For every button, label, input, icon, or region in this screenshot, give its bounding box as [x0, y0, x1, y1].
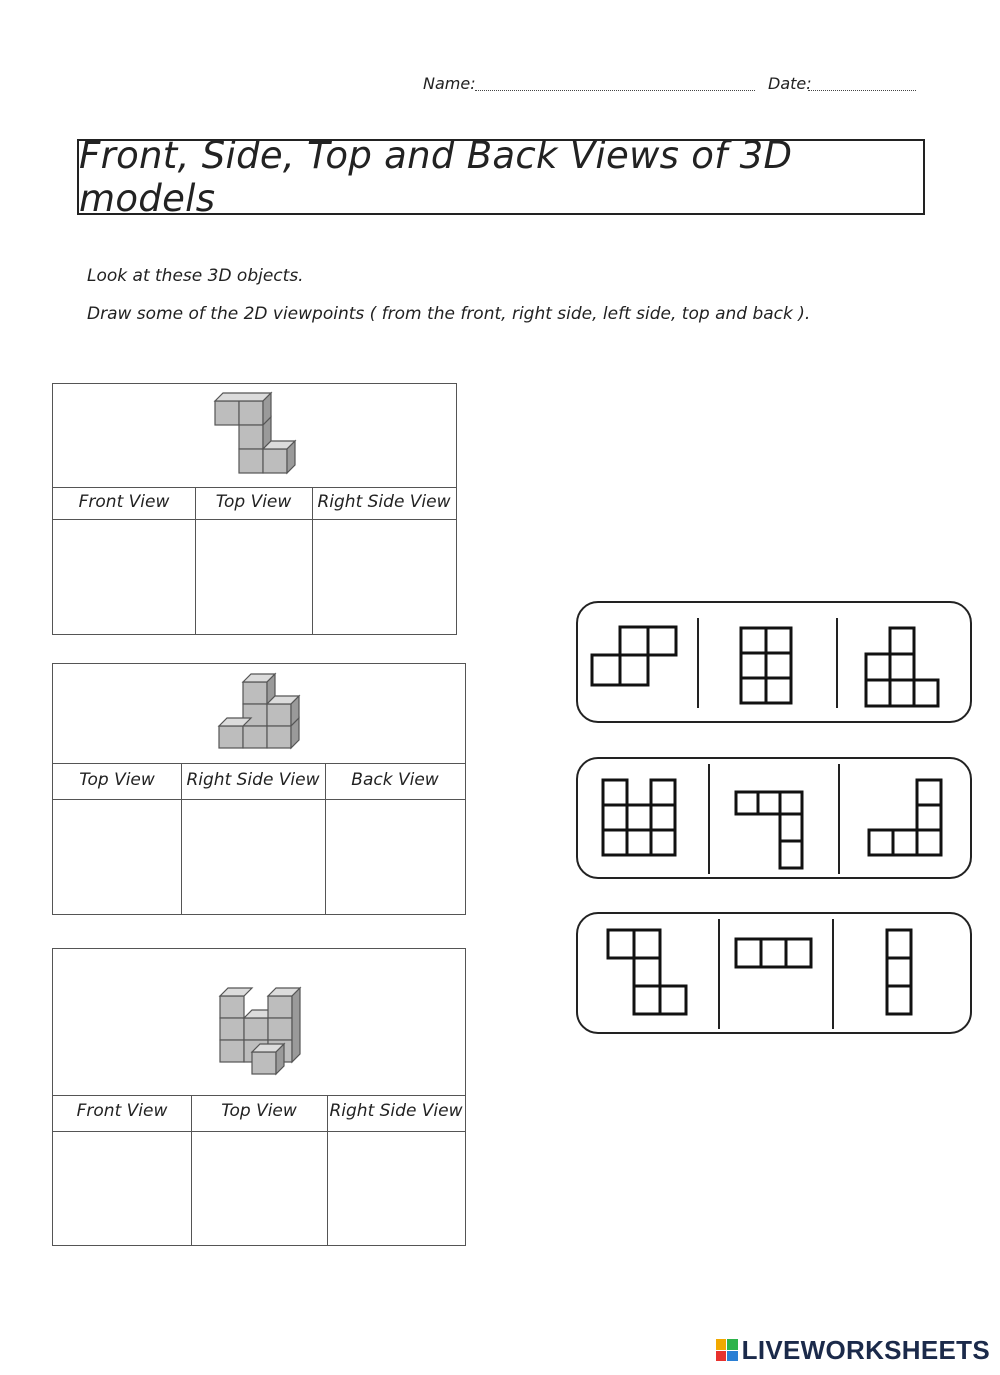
header-top-view: Top View: [215, 492, 292, 512]
card-divider: [836, 618, 838, 708]
instruction-line-2: Draw some of the 2D viewpoints ( from the front, right side, left side, top and back ).: [87, 304, 811, 324]
answer-card-2: [576, 757, 972, 879]
header-right-side-view: Right Side View: [317, 492, 451, 512]
card-divider: [838, 764, 840, 874]
view-shape-a[interactable]: [588, 623, 680, 693]
header-front-view: Front View: [76, 1101, 168, 1121]
header-top-view: Top View: [221, 1101, 297, 1121]
card-divider: [718, 919, 720, 1029]
view-shape-e[interactable]: [733, 789, 813, 875]
card-divider: [708, 764, 710, 874]
liveworksheets-brand: LIVEWORKSHEETS: [741, 1334, 990, 1365]
name-field[interactable]: [475, 90, 755, 91]
instruction-line-1: Look at these 3D objects.: [87, 266, 304, 286]
answer-card-1: [576, 601, 972, 723]
cube-model-2: [53, 664, 465, 763]
liveworksheets-logo-icon: [716, 1339, 738, 1361]
drop-zone-1-top[interactable]: [196, 520, 312, 634]
header-back-view: Back View: [351, 770, 439, 790]
answer-card-3: [576, 912, 972, 1034]
date-field[interactable]: [808, 90, 916, 91]
views-table-2: [52, 663, 466, 915]
cube-model-3: [53, 949, 465, 1095]
date-label: Date:: [768, 74, 812, 93]
model-image-3: [53, 949, 465, 1096]
view-shape-f[interactable]: [866, 777, 950, 861]
header-front-view: Front View: [78, 492, 170, 512]
page-title: [77, 134, 925, 220]
view-shape-i[interactable]: [883, 926, 917, 1018]
drop-zone-2-back[interactable]: [326, 800, 465, 914]
drop-zone-1-right[interactable]: [313, 520, 456, 634]
drop-zone-1-front[interactable]: [53, 520, 195, 634]
drop-zone-2-top[interactable]: [53, 800, 181, 914]
drop-zone-3-front[interactable]: [53, 1132, 191, 1245]
view-shape-h[interactable]: [733, 936, 817, 974]
drop-zone-2-right[interactable]: [182, 800, 325, 914]
card-divider: [832, 919, 834, 1029]
views-table-1: [52, 383, 457, 635]
header-top-view: Top View: [79, 770, 155, 790]
drop-zone-3-top[interactable]: [192, 1132, 327, 1245]
liveworksheets-logo: [716, 1332, 990, 1368]
name-label: Name:: [423, 74, 476, 93]
header-right-side-view: Right Side View: [186, 770, 320, 790]
view-shape-g[interactable]: [604, 926, 692, 1018]
view-shape-b[interactable]: [738, 625, 796, 709]
cube-model-1: [53, 384, 456, 487]
card-divider: [697, 618, 699, 708]
drop-zone-3-right[interactable]: [328, 1132, 465, 1245]
header-right-side-view: Right Side View: [329, 1101, 463, 1121]
name-date-row: [423, 74, 923, 98]
views-table-3: [52, 948, 466, 1246]
view-shape-c[interactable]: [863, 625, 947, 709]
page-title-text: Front, Side, Top and Back Views of 3D models: [79, 134, 793, 220]
model-image-2: [53, 664, 465, 764]
model-image-1: [53, 384, 456, 488]
view-shape-d[interactable]: [600, 777, 684, 861]
